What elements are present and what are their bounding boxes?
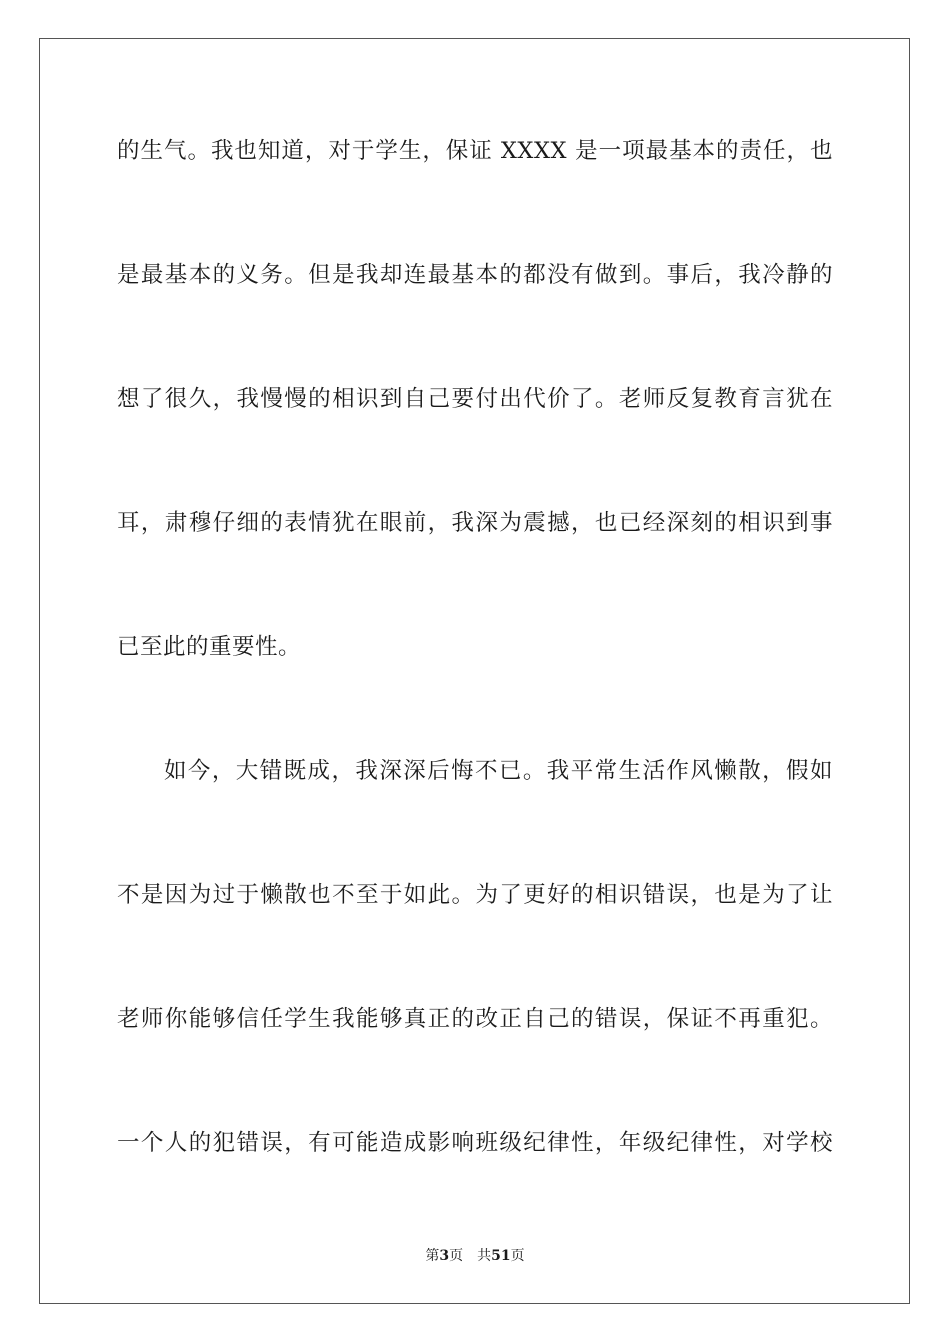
body-line-6: 如今，大错既成，我深深后悔不已。我平常生活作风懒散，假如 — [164, 758, 833, 784]
body-line-5: 已至此的重要性。 — [117, 634, 302, 660]
body-line-8: 老师你能够信任学生我能够真正的改正自己的错误，保证不再重犯。 — [117, 1006, 833, 1032]
body-line-1: 的生气。我也知道，对于学生，保证 XXXX 是一项最基本的责任，也 — [117, 138, 833, 164]
page-prefix: 第 — [425, 1248, 440, 1264]
total-suffix: 页 — [510, 1248, 525, 1264]
total-pages: 51 — [491, 1248, 511, 1264]
body-line-9: 一个人的犯错误，有可能造成影响班级纪律性，年级纪律性，对学校 — [117, 1130, 833, 1156]
total-prefix: 共 — [477, 1248, 492, 1264]
page-number: 3 — [439, 1248, 450, 1264]
page-footer — [0, 1247, 950, 1265]
page-suffix: 页 — [449, 1248, 464, 1264]
page-border — [39, 38, 910, 1304]
body-line-3: 想了很久，我慢慢的相识到自己要付出代价了。老师反复教育言犹在 — [117, 386, 833, 412]
body-line-7: 不是因为过于懒散也不至于如此。为了更好的相识错误，也是为了让 — [117, 882, 833, 908]
body-line-4: 耳，肃穆仔细的表情犹在眼前，我深为震撼，也已经深刻的相识到事 — [117, 510, 833, 536]
body-line-2: 是最基本的义务。但是我却连最基本的都没有做到。事后，我冷静的 — [117, 262, 833, 288]
